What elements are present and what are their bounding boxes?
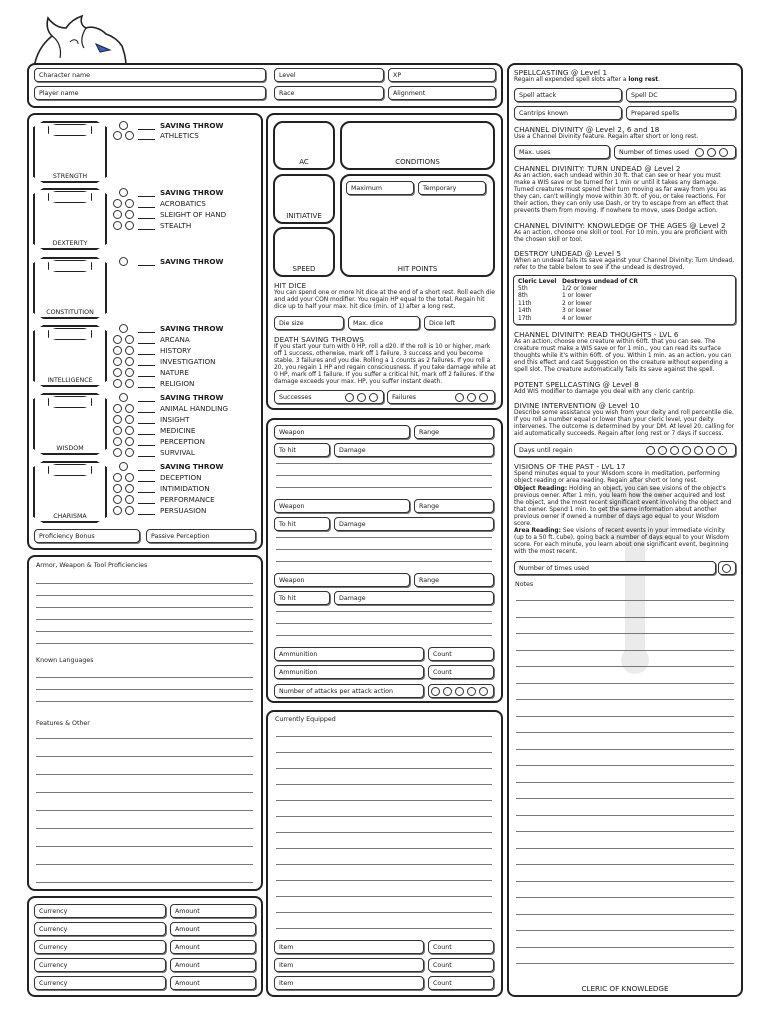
currency-2-amount[interactable]: Amount bbox=[170, 922, 256, 936]
notes-line[interactable] bbox=[516, 831, 734, 832]
equipped-line[interactable] bbox=[276, 880, 492, 881]
proficiency-line[interactable] bbox=[36, 792, 253, 793]
int-save-value bbox=[138, 332, 155, 333]
performance-label: PERFORMANCE bbox=[160, 495, 215, 504]
investigation-prof-checkbox[interactable] bbox=[113, 357, 122, 366]
currency-3-field[interactable]: Currency bbox=[34, 940, 166, 954]
int-save-checkbox[interactable] bbox=[119, 324, 128, 333]
spellcasting-heading: SPELLCASTING @ Level 1 bbox=[514, 68, 608, 77]
notes-line[interactable] bbox=[516, 683, 734, 684]
item-3-count[interactable]: Count bbox=[428, 976, 494, 990]
read-thoughts-text: As an action, choose one creature within 60ft. that you can see. The creature must make a WIS save or for 1 min., you can read its surface thoughts while it's within 60ft. of you. Within 1 min. as an action, you can end this effect and cast Suggestion on the creature without expending a spell slot. The creature automatically fails its save against the spell. bbox=[514, 339, 732, 373]
cha-save-label: SAVING THROW bbox=[160, 462, 224, 471]
currency-1-amount[interactable]: Amount bbox=[170, 904, 256, 918]
arcana-value bbox=[138, 343, 155, 344]
spell-dc-field[interactable]: Spell DC bbox=[626, 88, 736, 102]
nature-exp-checkbox[interactable] bbox=[125, 368, 134, 377]
wisdom-modifier[interactable] bbox=[48, 396, 92, 408]
table-head-cr: Destroys undead of CR bbox=[562, 279, 638, 285]
animal-value bbox=[138, 412, 155, 413]
proficiency-line[interactable] bbox=[36, 756, 253, 757]
notes-line[interactable] bbox=[516, 666, 734, 667]
weapon-1-notes-line[interactable] bbox=[276, 487, 492, 488]
performance-exp-checkbox[interactable] bbox=[125, 495, 134, 504]
perception-exp-checkbox[interactable] bbox=[125, 437, 134, 446]
con-save-value bbox=[138, 265, 155, 266]
weapon-1-damage-field[interactable]: Damage bbox=[334, 443, 494, 457]
death-saves-text: If you start your turn with 0 HP, roll a d20. If the roll is 10 or higher, mark off 1 success, otherwise, mark off 1 failure. 3 success and you become stable, 3 failures and you die. Rolling a 1 counts as 2 failures. If you roll a 20, you regain 1 HP and regain consciousness. If you take damage while at 0 HP, mark off 1 failure. If you suffer a critical hit, mark off 2 failures. If the damage exceeds your max. HP, you suffer instant death. bbox=[274, 344, 496, 385]
persuasion-prof-checkbox[interactable] bbox=[113, 506, 122, 515]
str-save-checkbox[interactable] bbox=[119, 121, 128, 130]
dex-save-label: SAVING THROW bbox=[160, 188, 224, 197]
max-uses-field[interactable]: Max. uses bbox=[514, 145, 610, 159]
athletics-value bbox=[138, 139, 155, 140]
religion-exp-checkbox[interactable] bbox=[125, 379, 134, 388]
notes-line[interactable] bbox=[516, 963, 734, 964]
performance-value bbox=[138, 503, 155, 504]
equipped-line[interactable] bbox=[276, 752, 492, 753]
divine-intervention-heading: DIVINE INTERVENTION @ Level 10 bbox=[514, 401, 640, 410]
race-field[interactable]: Race bbox=[274, 86, 384, 100]
knowledge-heading: CHANNEL DIVINITY: KNOWLEDGE OF THE AGES @ Level 2 bbox=[514, 221, 726, 230]
intimidation-prof-checkbox[interactable] bbox=[113, 484, 122, 493]
arcana-label: ARCANA bbox=[160, 335, 190, 344]
cd-times-used-field: Number of times used bbox=[614, 145, 736, 159]
history-label: HISTORY bbox=[160, 346, 192, 355]
notes-line[interactable] bbox=[516, 881, 734, 882]
table-cell-level: 14th bbox=[518, 308, 532, 315]
arcana-exp-checkbox[interactable] bbox=[125, 335, 134, 344]
weapon-2-notes-line[interactable] bbox=[276, 537, 492, 538]
item-1-field[interactable]: Item bbox=[274, 940, 424, 954]
weapon-3-damage-field[interactable]: Damage bbox=[334, 591, 494, 605]
weapon-1-range-field[interactable]: Range bbox=[414, 425, 494, 439]
ammunition-2-count[interactable]: Count bbox=[428, 665, 494, 679]
weapon-2-name-field[interactable]: Weapon bbox=[274, 499, 410, 513]
success-2-checkbox[interactable] bbox=[357, 393, 366, 402]
nature-label: NATURE bbox=[160, 368, 189, 377]
item-3-field[interactable]: Item bbox=[274, 976, 424, 990]
day-2-checkbox[interactable] bbox=[658, 446, 667, 455]
proficiency-line[interactable] bbox=[36, 643, 253, 644]
death-saves-heading: DEATH SAVING THROWS bbox=[274, 335, 364, 344]
history-value bbox=[138, 354, 155, 355]
initiative-label: INITIATIVE bbox=[286, 212, 322, 220]
table-cell-level: 5th bbox=[518, 286, 528, 292]
passive-perception-field[interactable]: Passive Perception bbox=[146, 529, 256, 543]
history-exp-checkbox[interactable] bbox=[125, 346, 134, 355]
notes-line[interactable] bbox=[516, 765, 734, 766]
sleight-label: SLEIGHT OF HAND bbox=[160, 210, 227, 219]
hit-points-label: HIT POINTS bbox=[397, 265, 438, 273]
table-cell-cr: 1/2 or lower bbox=[562, 286, 598, 292]
equipped-line[interactable] bbox=[276, 736, 492, 737]
class-footer: CLERIC OF KNOWLEDGE bbox=[581, 984, 669, 993]
destroy-undead-heading: DESTROY UNDEAD @ Level 5 bbox=[514, 249, 622, 258]
weapon-2-to-hit-field[interactable]: To hit bbox=[274, 517, 330, 531]
visions-times-used-field: Number of times used bbox=[514, 561, 716, 575]
con-save-label: SAVING THROW bbox=[160, 257, 224, 266]
currency-5-field[interactable]: Currency bbox=[34, 976, 166, 990]
hp-temporary-field[interactable]: Temporary bbox=[418, 181, 486, 195]
int-save-label: SAVING THROW bbox=[160, 324, 224, 333]
notes-line[interactable] bbox=[516, 617, 734, 618]
knowledge-text: As an action, choose one skill or tool. For 10 min, you are proficient with the chosen skill or tool. bbox=[514, 230, 728, 243]
wis-save-label: SAVING THROW bbox=[160, 393, 224, 402]
proficiency-line[interactable] bbox=[36, 701, 253, 702]
item-2-field[interactable]: Item bbox=[274, 958, 424, 972]
proficiency-line[interactable] bbox=[36, 810, 253, 811]
channel-divinity-text: Use a Channel Divinity feature. Regain after short or long rest. bbox=[514, 134, 699, 140]
equipped-line[interactable] bbox=[276, 912, 492, 913]
constitution-modifier[interactable] bbox=[48, 260, 92, 272]
investigation-label: INVESTIGATION bbox=[160, 357, 216, 366]
player-name-field[interactable]: Player name bbox=[34, 86, 266, 100]
survival-value bbox=[138, 456, 155, 457]
nature-value bbox=[138, 376, 155, 377]
stealth-prof-checkbox[interactable] bbox=[113, 221, 122, 230]
weapon-3-range-field[interactable]: Range bbox=[414, 573, 494, 587]
equipped-line[interactable] bbox=[276, 864, 492, 865]
stealth-label: STEALTH bbox=[160, 221, 192, 230]
weapon-3-notes-line[interactable] bbox=[276, 623, 492, 624]
turn-undead-heading: CHANNEL DIVINITY: TURN UNDEAD @ Level 2 bbox=[514, 164, 681, 173]
day-7-checkbox[interactable] bbox=[718, 446, 727, 455]
religion-prof-checkbox[interactable] bbox=[113, 379, 122, 388]
weapon-2-notes-line[interactable] bbox=[276, 549, 492, 550]
investigation-exp-checkbox[interactable] bbox=[125, 357, 134, 366]
proficiency-line[interactable] bbox=[36, 864, 253, 865]
notes-line[interactable] bbox=[516, 930, 734, 931]
equipped-line[interactable] bbox=[276, 768, 492, 769]
wisdom-label: WISDOM bbox=[56, 445, 84, 452]
proficiency-line[interactable] bbox=[36, 595, 253, 596]
wis-save-checkbox[interactable] bbox=[119, 393, 128, 402]
dex-save-checkbox[interactable] bbox=[119, 188, 128, 197]
success-3-checkbox[interactable] bbox=[369, 393, 378, 402]
acrobatics-label: ACROBATICS bbox=[160, 199, 206, 208]
nature-prof-checkbox[interactable] bbox=[113, 368, 122, 377]
level-field[interactable]: Level bbox=[274, 68, 384, 82]
animal-label: ANIMAL HANDLING bbox=[160, 404, 229, 413]
conditions-label: CONDITIONS bbox=[395, 158, 440, 166]
attack-4-checkbox[interactable] bbox=[467, 687, 476, 696]
intimidation-value bbox=[138, 492, 155, 493]
attack-5-checkbox[interactable] bbox=[479, 687, 488, 696]
notes-line[interactable] bbox=[516, 732, 734, 733]
acrobatics-value bbox=[138, 207, 155, 208]
survival-label: SURVIVAL bbox=[160, 448, 195, 457]
deception-prof-checkbox[interactable] bbox=[113, 473, 122, 482]
intelligence-label: INTELLIGENCE bbox=[47, 377, 93, 384]
athletics-exp-checkbox[interactable] bbox=[125, 131, 134, 140]
destroy-undead-text: When an undead fails its save against your Channel Divinity: Turn Undead, refer to the table below to see if the undead is destroyed. bbox=[514, 258, 735, 271]
religion-label: RELIGION bbox=[160, 379, 195, 388]
day-6-checkbox[interactable] bbox=[706, 446, 715, 455]
acrobatics-exp-checkbox[interactable] bbox=[125, 199, 134, 208]
proficiency-line[interactable] bbox=[36, 774, 253, 775]
potent-spellcasting-heading: POTENT SPELLCASTING @ Level 8 bbox=[514, 380, 639, 389]
object-reading-text: Object Reading: Holding an object, you can see visions of the object's previous owner. After 1 min, you learn how the owner acquired and lost the object, and the most recent significant event involving the object and that owner. Spend 1 min. to get the same information about another previous owner if owned a number of days ago equal to your Wisdom score. bbox=[514, 486, 732, 527]
failure-3-checkbox[interactable] bbox=[479, 393, 488, 402]
equipped-line[interactable] bbox=[276, 928, 492, 929]
persuasion-label: PERSUASION bbox=[160, 506, 207, 515]
str-save-value bbox=[138, 129, 155, 130]
arcana-prof-checkbox[interactable] bbox=[113, 335, 122, 344]
day-1-checkbox[interactable] bbox=[646, 446, 655, 455]
weapon-3-name-field[interactable]: Weapon bbox=[274, 573, 410, 587]
table-cell-cr: 2 or lower bbox=[562, 300, 592, 307]
ac-label: AC bbox=[299, 158, 309, 166]
weapon-1-name-field[interactable]: Weapon bbox=[274, 425, 410, 439]
successes-field: Successes bbox=[274, 390, 384, 404]
notes-line[interactable] bbox=[516, 897, 734, 898]
speed-label: SPEED bbox=[292, 265, 316, 273]
features-heading: Features & Other bbox=[36, 720, 90, 727]
currently-equipped-heading: Currently Equipped bbox=[275, 716, 336, 723]
insight-value bbox=[138, 423, 155, 424]
survival-prof-checkbox[interactable] bbox=[113, 448, 122, 457]
languages-heading: Known Languages bbox=[36, 657, 94, 664]
medicine-value bbox=[138, 434, 155, 435]
dex-save-value bbox=[138, 196, 155, 197]
max-dice-field[interactable]: Max. dice bbox=[348, 316, 420, 330]
attack-2-checkbox[interactable] bbox=[443, 687, 452, 696]
stealth-value bbox=[138, 229, 155, 230]
dragon-logo-icon bbox=[30, 14, 130, 70]
investigation-value bbox=[138, 365, 155, 366]
hit-dice-text: You can spend one or more hit dice at the end of a short rest. Roll each die and add your CON modifier. You regain HP equal to the total. Regain hit dice up to half your max. hit dice (min. of 1) after a long rest. bbox=[274, 290, 495, 310]
charisma-label: CHARISMA bbox=[53, 513, 87, 520]
intimidation-exp-checkbox[interactable] bbox=[125, 484, 134, 493]
spellcasting-text: Regain all expended spell slots after a long rest. bbox=[514, 77, 660, 83]
perception-prof-checkbox[interactable] bbox=[113, 437, 122, 446]
notes-line[interactable] bbox=[516, 864, 734, 865]
table-cell-cr: 4 or lower bbox=[562, 315, 592, 322]
performance-prof-checkbox[interactable] bbox=[113, 495, 122, 504]
deception-label: DECEPTION bbox=[160, 473, 202, 482]
insight-label: INSIGHT bbox=[160, 415, 190, 424]
currency-4-field[interactable]: Currency bbox=[34, 958, 166, 972]
notes-line[interactable] bbox=[516, 798, 734, 799]
stealth-exp-checkbox[interactable] bbox=[125, 221, 134, 230]
visions-use-checkbox[interactable] bbox=[722, 564, 731, 573]
constitution-label: CONSTITUTION bbox=[46, 309, 94, 316]
currency-5-amount[interactable]: Amount bbox=[170, 976, 256, 990]
persuasion-value bbox=[138, 514, 155, 515]
table-cell-cr: 1 or lower bbox=[562, 293, 592, 300]
proficiency-line[interactable] bbox=[36, 619, 253, 620]
table-cell-level: 17th bbox=[518, 315, 532, 322]
currency-2-field[interactable]: Currency bbox=[34, 922, 166, 936]
days-until-regain-field: Days until regain bbox=[514, 443, 736, 457]
perception-label: PERCEPTION bbox=[160, 437, 205, 446]
animal-prof-checkbox[interactable] bbox=[113, 404, 122, 413]
proficiency-line[interactable] bbox=[36, 738, 253, 739]
cd-use-2-checkbox[interactable] bbox=[707, 148, 716, 157]
sleight-prof-checkbox[interactable] bbox=[113, 210, 122, 219]
item-2-count[interactable]: Count bbox=[428, 958, 494, 972]
failure-1-checkbox[interactable] bbox=[455, 393, 464, 402]
day-4-checkbox[interactable] bbox=[682, 446, 691, 455]
equipped-line[interactable] bbox=[276, 800, 492, 801]
notes-line[interactable] bbox=[516, 633, 734, 634]
notes-line[interactable] bbox=[516, 782, 734, 783]
survival-exp-checkbox[interactable] bbox=[125, 448, 134, 457]
ammunition-1-count[interactable]: Count bbox=[428, 647, 494, 661]
medicine-label: MEDICINE bbox=[160, 426, 196, 435]
athletics-prof-checkbox[interactable] bbox=[113, 131, 122, 140]
sleight-exp-checkbox[interactable] bbox=[125, 210, 134, 219]
die-size-field[interactable]: Die size bbox=[274, 316, 344, 330]
medicine-prof-checkbox[interactable] bbox=[113, 426, 122, 435]
potent-spellcasting-text: Add WIS modifier to damage you deal with any cleric cantrip. bbox=[514, 389, 695, 395]
athletics-label: ATHLETICS bbox=[160, 131, 199, 140]
animal-exp-checkbox[interactable] bbox=[125, 404, 134, 413]
channel-divinity-heading: CHANNEL DIVINITY @ Level 2, 6 and 18 bbox=[514, 125, 660, 134]
success-1-checkbox[interactable] bbox=[345, 393, 354, 402]
proficiency-line[interactable] bbox=[36, 607, 253, 608]
proficiency-line[interactable] bbox=[36, 882, 253, 883]
day-3-checkbox[interactable] bbox=[670, 446, 679, 455]
table-cell-cr: 3 or lower bbox=[562, 308, 592, 315]
notes-line[interactable] bbox=[516, 716, 734, 717]
read-thoughts-heading: CHANNEL DIVINITY: READ THOUGHTS - LVL 6 bbox=[514, 330, 679, 339]
ammunition-2-field[interactable]: Ammunition bbox=[274, 665, 424, 679]
attack-1-checkbox[interactable] bbox=[431, 687, 440, 696]
notes-line[interactable] bbox=[516, 699, 734, 700]
divine-intervention-text: Describe some assistance you wish from your deity and roll percentile die. If you roll a number equal or lower than your cleric level, your deity intervenes. The outcome is determined by your DM. At level 20, calling for aid automatically succeeds. Regain after long rest or 7 days if success. bbox=[514, 410, 735, 437]
religion-value bbox=[138, 387, 155, 388]
table-cell-level: 11th bbox=[518, 300, 532, 307]
str-save-label: SAVING THROW bbox=[160, 121, 224, 130]
failures-field: Failures bbox=[387, 390, 495, 404]
equipped-line[interactable] bbox=[276, 848, 492, 849]
history-prof-checkbox[interactable] bbox=[113, 346, 122, 355]
proficiency-line[interactable] bbox=[36, 828, 253, 829]
attack-3-checkbox[interactable] bbox=[455, 687, 464, 696]
weapon-3-notes-line[interactable] bbox=[276, 611, 492, 612]
weapon-3-to-hit-field[interactable]: To hit bbox=[274, 591, 330, 605]
cha-save-checkbox[interactable] bbox=[119, 462, 128, 471]
insight-prof-checkbox[interactable] bbox=[113, 415, 122, 424]
failure-2-checkbox[interactable] bbox=[467, 393, 476, 402]
weapon-3-notes-line[interactable] bbox=[276, 635, 492, 636]
intelligence-modifier[interactable] bbox=[48, 328, 92, 340]
strength-label: STRENGTH bbox=[52, 173, 88, 180]
weapon-2-range-field[interactable]: Range bbox=[414, 499, 494, 513]
equipped-line[interactable] bbox=[276, 896, 492, 897]
weapon-1-notes-line[interactable] bbox=[276, 475, 492, 476]
equipped-line[interactable] bbox=[276, 816, 492, 817]
ammunition-1-field[interactable]: Ammunition bbox=[274, 647, 424, 661]
weapon-1-to-hit-field[interactable]: To hit bbox=[274, 443, 330, 457]
table-cell-level: 8th bbox=[518, 293, 528, 300]
weapon-2-damage-field[interactable]: Damage bbox=[334, 517, 494, 531]
proficiency-line[interactable] bbox=[36, 631, 253, 632]
proficiency-bonus-field[interactable]: Proficiency Bonus bbox=[34, 529, 140, 543]
weapon-1-notes-line[interactable] bbox=[276, 463, 492, 464]
turn-undead-text: As an action, each undead within 30 ft. that can see or hear you must make a WIS save or be turned for 1 min or until it takes any damage. Turned creatures must spend their turn moving as far away from you as they can, can't willingly move within 30 ft. of you, or take reactions. For their action, they can only use Dash, or try to escape from an effect that prevents them from moving. If nowhere to move, uses Dodge action. bbox=[514, 173, 729, 214]
table-head-level: Cleric Level bbox=[518, 279, 557, 285]
notes-heading: Notes bbox=[515, 581, 534, 588]
proficiency-line[interactable] bbox=[36, 689, 253, 690]
proficiency-line[interactable] bbox=[36, 583, 253, 584]
visions-text: Spend minutes equal to your Wisdom score in meditation, performing object reading or area reading. Regain after short or long rest. bbox=[514, 471, 720, 484]
strength-modifier[interactable] bbox=[48, 124, 92, 136]
notes-line[interactable] bbox=[516, 914, 734, 915]
xp-field[interactable]: XP bbox=[388, 68, 496, 82]
cantrips-known-field[interactable]: Cantrips known bbox=[514, 106, 622, 120]
area-reading-text: Area Reading: See visions of recent events in your immediate vicinity (up to a 50 ft. cube), going back a number of days equal to your Wisdom score. For each minute, you learn about one significant event, beginning with the most recent. bbox=[514, 528, 730, 555]
hp-maximum-field[interactable]: Maximum bbox=[346, 181, 414, 195]
notes-line[interactable] bbox=[516, 848, 734, 849]
con-save-checkbox[interactable] bbox=[119, 257, 128, 266]
notes-line[interactable] bbox=[516, 947, 734, 948]
attacks-per-action-field: Number of attacks per attack action bbox=[274, 684, 424, 698]
dice-left-field[interactable]: Dice left bbox=[424, 316, 495, 330]
charisma-modifier[interactable] bbox=[48, 464, 92, 476]
currency-1-field[interactable]: Currency bbox=[34, 904, 166, 918]
deception-exp-checkbox[interactable] bbox=[125, 473, 134, 482]
spell-attack-field[interactable]: Spell attack bbox=[514, 88, 622, 102]
alignment-field[interactable]: Alignment bbox=[388, 86, 496, 100]
currency-3-amount[interactable]: Amount bbox=[170, 940, 256, 954]
notes-line[interactable] bbox=[516, 749, 734, 750]
hit-dice-heading: HIT DICE bbox=[274, 281, 307, 290]
item-1-count[interactable]: Count bbox=[428, 940, 494, 954]
cha-save-value bbox=[138, 470, 155, 471]
cd-use-3-checkbox[interactable] bbox=[719, 148, 728, 157]
sleight-value bbox=[138, 218, 155, 219]
medicine-exp-checkbox[interactable] bbox=[125, 426, 134, 435]
perception-value bbox=[138, 445, 155, 446]
currency-4-amount[interactable]: Amount bbox=[170, 958, 256, 972]
notes-line[interactable] bbox=[516, 600, 734, 601]
dexterity-modifier[interactable] bbox=[48, 191, 92, 203]
insight-exp-checkbox[interactable] bbox=[125, 415, 134, 424]
dexterity-label: DEXTERITY bbox=[52, 240, 88, 247]
proficiencies-heading: Armor, Weapon & Tool Proficiencies bbox=[36, 562, 148, 569]
intimidation-label: INTIMIDATION bbox=[160, 484, 210, 493]
visions-heading: VISIONS OF THE PAST - LVL 17 bbox=[514, 462, 626, 471]
wis-save-value bbox=[138, 401, 155, 402]
notes-line[interactable] bbox=[516, 650, 734, 651]
day-5-checkbox[interactable] bbox=[694, 446, 703, 455]
acrobatics-prof-checkbox[interactable] bbox=[113, 199, 122, 208]
prepared-spells-field[interactable]: Prepared spells bbox=[626, 106, 736, 120]
proficiency-line[interactable] bbox=[36, 677, 253, 678]
equipped-line[interactable] bbox=[276, 784, 492, 785]
weapon-2-notes-line[interactable] bbox=[276, 561, 492, 562]
character-name-field[interactable]: Character name bbox=[34, 68, 266, 82]
notes-line[interactable] bbox=[516, 815, 734, 816]
equipped-line[interactable] bbox=[276, 832, 492, 833]
cd-use-1-checkbox[interactable] bbox=[695, 148, 704, 157]
persuasion-exp-checkbox[interactable] bbox=[125, 506, 134, 515]
deception-value bbox=[138, 481, 155, 482]
proficiency-line[interactable] bbox=[36, 846, 253, 847]
